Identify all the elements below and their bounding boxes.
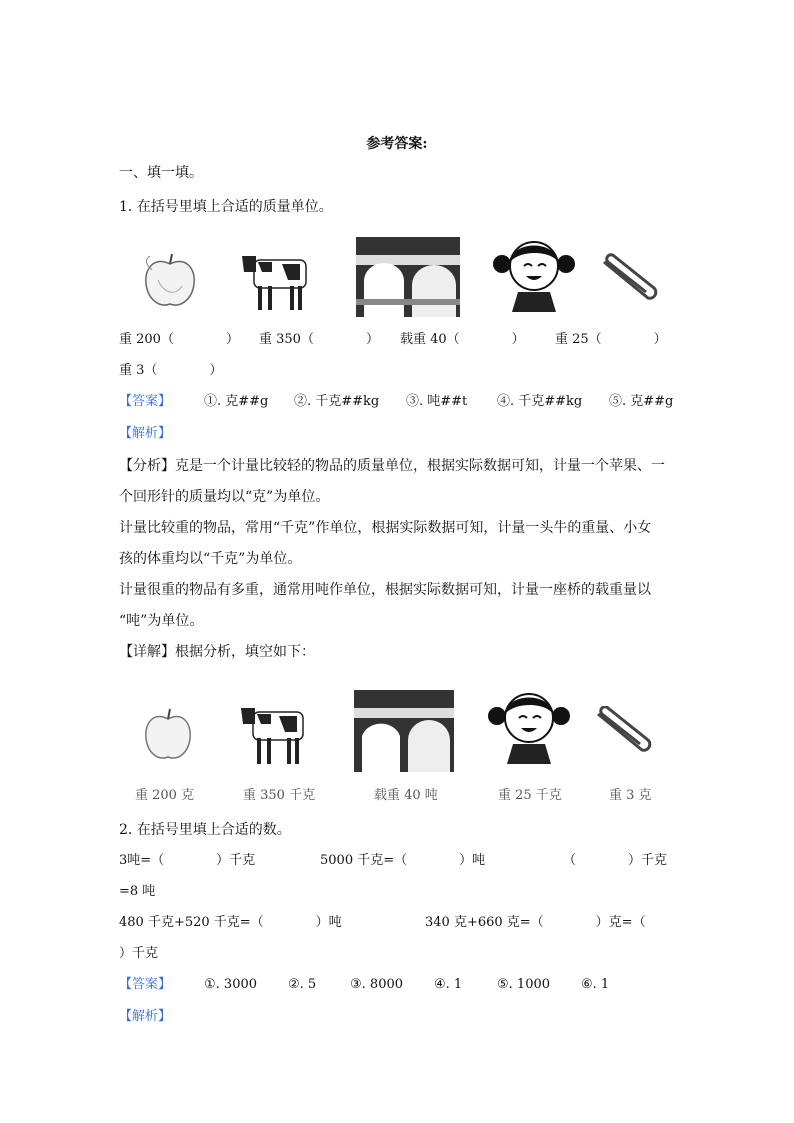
answer-item: ⑥. 1 bbox=[581, 977, 610, 992]
answer-item: ④. 千克##kg bbox=[497, 394, 583, 409]
analysis-tag: 【解析】 bbox=[119, 1009, 172, 1024]
analysis-tag: 【解析】 bbox=[119, 426, 172, 441]
xiangjie-tag: 【详解】 bbox=[119, 644, 175, 660]
answer-item: ①. 3000 bbox=[204, 977, 258, 992]
fenxi-line-2: 个回形针的质量均以“克”为单位。 bbox=[119, 489, 330, 505]
fenxi-line-6: “吨”为单位。 bbox=[119, 613, 204, 629]
blank-bridge: 载重 40（ ） bbox=[400, 332, 525, 347]
fenxi-line-5: 计量很重的物品有多重，通常用吨作单位，根据实际数据可知，计量一座桥的载重量以 bbox=[119, 582, 651, 598]
q2-item-3: （ ）千克 bbox=[563, 853, 668, 868]
caption-girl: 重 25 千克 bbox=[498, 788, 562, 803]
girl-image bbox=[492, 232, 576, 314]
fenxi-text: 克是一个计量比较轻的物品的质量单位，根据实际数据可知，计量一个苹果、一 bbox=[175, 458, 665, 474]
blank-girl: 重 25（ ） bbox=[555, 332, 667, 347]
fenxi-line-1 bbox=[119, 456, 665, 476]
xiangjie-line bbox=[119, 642, 315, 662]
answer-item: ②. 千克##kg bbox=[294, 394, 380, 409]
blank-cow: 重 350（ ） bbox=[259, 332, 379, 347]
answer-item: ⑤. 克##g bbox=[609, 394, 674, 409]
answer-item: ⑤. 1000 bbox=[497, 977, 551, 992]
blank-apple: 重 200（ ） bbox=[119, 332, 239, 347]
answer-item: ③. 吨##t bbox=[406, 394, 468, 409]
blank-paperclip: 重 3（ ） bbox=[119, 363, 223, 378]
q2-item-4: 480 千克+520 千克=（ ）吨 bbox=[119, 915, 342, 930]
q2-item-1: 3吨=（ ）千克 bbox=[119, 853, 256, 868]
answer-item: ③. 8000 bbox=[350, 977, 404, 992]
question-1: 1. 在括号里填上合适的质量单位。 bbox=[119, 199, 333, 215]
answer-tag: 【答案】 bbox=[119, 394, 172, 409]
caption-apple: 重 200 克 bbox=[135, 788, 195, 803]
q2-item-5: 340 克+660 克=（ ）克=（ bbox=[425, 915, 646, 930]
q2-item-5-cont: ）千克 bbox=[119, 946, 159, 961]
fenxi-line-4: 孩的体重均以“千克”为单位。 bbox=[119, 551, 302, 567]
answer-tag: 【答案】 bbox=[119, 977, 172, 992]
answer-item: ①. 克##g bbox=[204, 394, 269, 409]
cow-image bbox=[238, 248, 314, 316]
paperclip-image bbox=[592, 706, 656, 758]
section-heading: 一、填一填。 bbox=[119, 165, 203, 181]
apple-image bbox=[140, 705, 196, 765]
fenxi-tag: 【分析】 bbox=[119, 458, 175, 474]
caption-cow: 重 350 千克 bbox=[243, 788, 316, 803]
bridge-image bbox=[356, 237, 460, 317]
bridge-image bbox=[354, 690, 454, 772]
cow-image bbox=[239, 700, 309, 770]
question-2: 2. 在括号里填上合适的数。 bbox=[119, 822, 291, 838]
girl-image bbox=[487, 682, 571, 766]
paperclip-image bbox=[596, 252, 662, 308]
page-title: 参考答案: bbox=[366, 136, 428, 152]
answer-item: ②. 5 bbox=[288, 977, 317, 992]
caption-paperclip: 重 3 克 bbox=[609, 788, 652, 803]
fenxi-line-3: 计量比较重的物品，常用“千克”作单位，根据实际数据可知，计量一头牛的重量、小女 bbox=[119, 520, 652, 536]
q2-item-3-cont: =8 吨 bbox=[119, 884, 156, 899]
q2-item-2: 5000 千克=（ ）吨 bbox=[320, 853, 486, 868]
answer-item: ④. 1 bbox=[434, 977, 463, 992]
caption-bridge: 载重 40 吨 bbox=[374, 788, 438, 803]
xiangjie-text: 根据分析，填空如下： bbox=[175, 644, 315, 660]
apple-image bbox=[140, 250, 200, 312]
